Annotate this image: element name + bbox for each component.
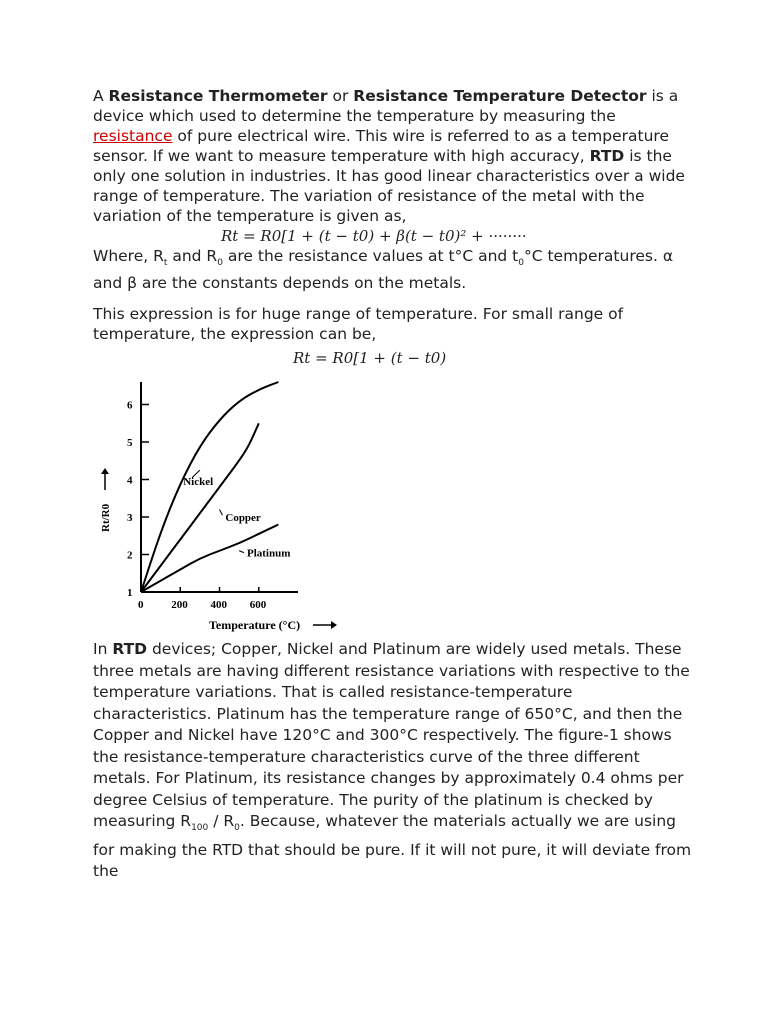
text: or	[327, 87, 354, 105]
y-tick-label: 1	[127, 587, 133, 600]
term-resistance-thermometer: Resistance Thermometer	[108, 87, 328, 105]
text: are the resistance values at t°C and t	[222, 247, 519, 265]
text: Where, R	[93, 247, 164, 265]
subscript: 0	[217, 258, 223, 269]
resistance-link[interactable]: resistance	[93, 127, 173, 145]
x-axis-arrow	[313, 621, 337, 629]
label-copper: Copper	[225, 511, 261, 524]
where-paragraph	[93, 246, 693, 293]
x-tick-label: 400	[210, 599, 227, 612]
term-rtd-full: Resistance Temperature Detector	[353, 87, 647, 105]
x-tick-label: 600	[249, 599, 267, 612]
intro-paragraph	[93, 86, 693, 226]
y-axis-label: Rt/R0	[100, 503, 112, 533]
label-nickel: Nickel	[183, 476, 214, 489]
label-platinum: Platinum	[246, 547, 291, 560]
y-tick-label: 2	[127, 549, 133, 562]
rt-chart	[93, 372, 353, 636]
text: A	[93, 87, 109, 105]
text: . Because, whatever the materials actually we are using for making the RTD that should be pure. If it will not pure, it will deviate from the	[93, 812, 692, 881]
text: devices; Copper, Nickel and Platinum are widely used metals. These three metals are having different resistance variations with respective to the temperature variations. That is called resistance-temperature characteristics. Platinum has the temperature range of 650°C, and then the Copper and Nickel have 120°C and 300°C respectively. The figure-1 shows the resistance-temperature characteristics curve of the three different metals. For Platinum, its resistance changes by approximately 0.4 ohms per degree Celsius of temperature. The purity of the platinum is checked by measuring R	[93, 640, 690, 831]
text: and R	[167, 247, 218, 265]
text: °C temperatures. α and β are the constants depends on the metals.	[93, 247, 674, 293]
text: In	[93, 640, 113, 659]
y-tick-label: 3	[127, 512, 133, 525]
subscript: 100	[191, 823, 209, 834]
x-tick-label: 200	[171, 599, 188, 612]
y-tick-label: 6	[127, 399, 133, 412]
pointer-copper	[220, 510, 223, 516]
x-axis-label: Temperature (°C)	[209, 618, 301, 633]
text: is the only one solution in industries. It has good linear characteristics over a wide range of temperature. The variation of resistance of the metal with the variation of the temperature is given as,	[93, 147, 685, 225]
y-axis-arrow	[101, 468, 109, 490]
x-tick-label: 0	[138, 599, 144, 612]
subscript: 0	[518, 258, 524, 269]
subscript: 0	[234, 823, 240, 834]
equation-full: Rt = R0[1 + (t − t0) + β(t − t0)² + ········	[221, 227, 527, 245]
text: is a device which used to determine the temperature by measuring the	[93, 87, 679, 125]
equation-linear: Rt = R0[1 + (t − t0)	[293, 349, 447, 368]
y-tick-label: 4	[127, 474, 133, 487]
metals-paragraph	[93, 639, 693, 883]
term-rtd: RTD	[589, 147, 625, 165]
y-tick-label: 5	[127, 437, 133, 450]
pointer-platinum	[239, 551, 244, 553]
rt-characteristics-figure	[93, 372, 353, 636]
small-range-paragraph: This expression is for huge range of temperature. For small range of temperature, the expression can be,	[93, 305, 624, 344]
text: / R	[208, 812, 235, 831]
term-rtd: RTD	[112, 640, 148, 659]
text: of pure electrical wire. This wire is referred to as a temperature sensor. If we want to measure temperature with high accuracy,	[93, 127, 669, 165]
article-body	[93, 86, 693, 883]
subscript: t	[163, 258, 168, 269]
